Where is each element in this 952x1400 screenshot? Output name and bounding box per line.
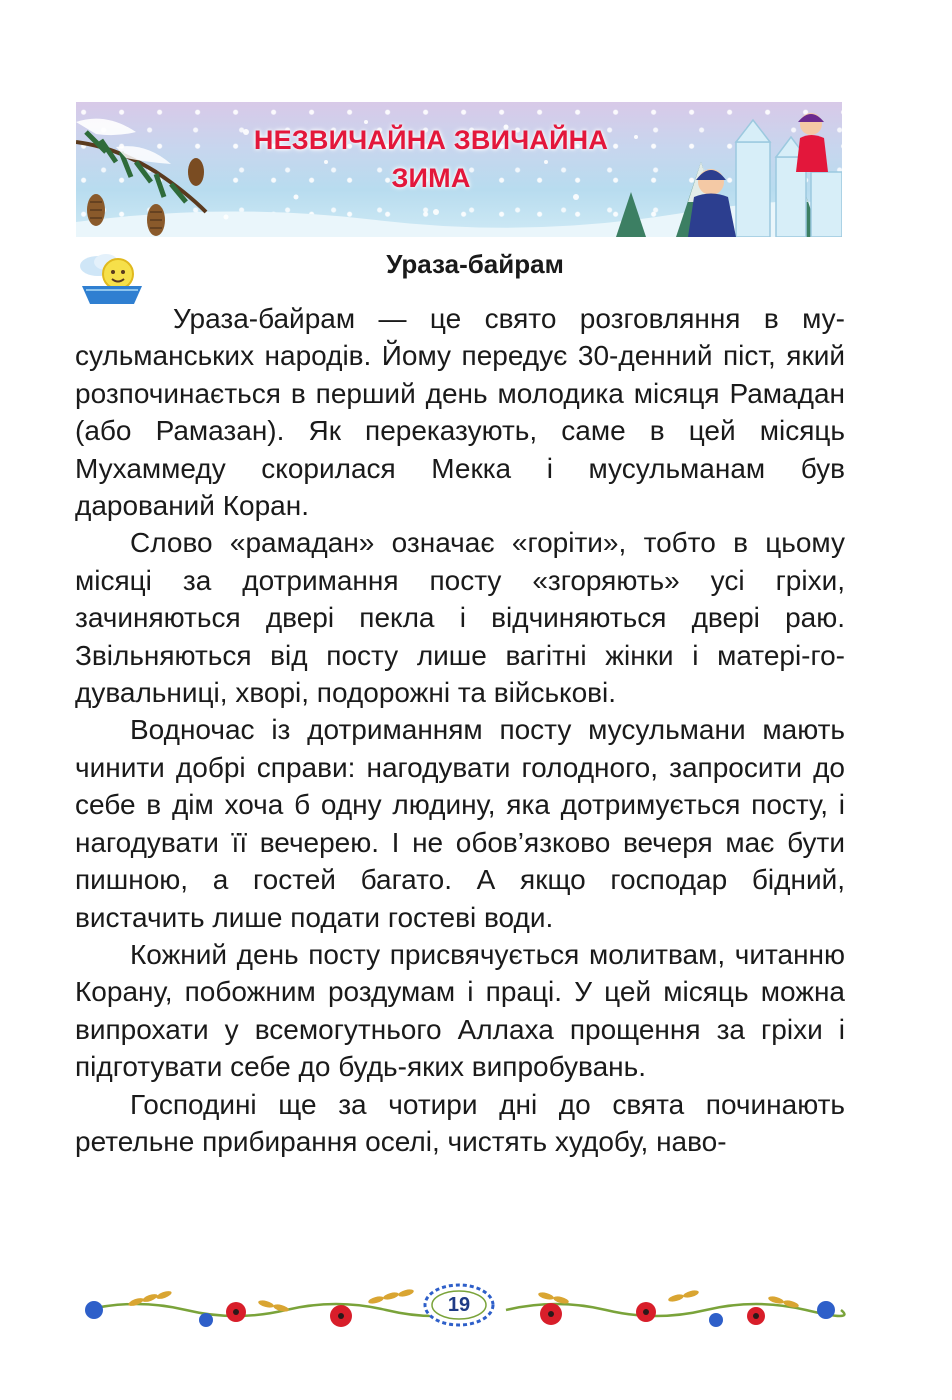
section-title: Ураза-байрам xyxy=(386,249,564,279)
chapter-title-line2: ЗИМА xyxy=(391,163,471,193)
paragraph: Господині ще за чотири дні до свята починають ретельне прибирання оселі, чистять худобу, наво- xyxy=(75,1088,845,1157)
paragraph: Слово «рамадан» означає «горіти», тобто в цьому місяці за дотримання посту «згоряють» усі гріхи, зачиняються двері пекла і відчиняються двері раю. Звільняються від посту лише вагітні жінки і матері-годувальниці, хворі, подорожні та військові. xyxy=(75,527,845,709)
ice-castle-icon xyxy=(736,120,842,237)
chapter-title-line1: НЕЗВИЧАЙНА ЗВИЧАЙНА xyxy=(253,125,609,155)
page-number: 19 xyxy=(447,1294,471,1316)
article-body xyxy=(75,300,845,1160)
smiling-sun-in-boat-icon xyxy=(76,250,148,306)
chapter-title xyxy=(196,121,666,197)
chapter-banner xyxy=(76,102,842,237)
paragraph: Ураза-байрам — це свято розговляння в мусульманських народів. Йому передує 30-денний піст, який розпочинається в перший день молодика місяця Рамадан (або Рамазан). Як переказують, саме в цей місяць Мухаммеду скорилася Мекка і мусульманам був дарований Коран. xyxy=(75,303,845,522)
paragraph: Водночас із дотриманням посту мусульмани мають чинити добрі справи: нагодувати голодного, запросити до себе в дім хоча б одну людину, яка дотримується посту, і нагодувати її вечерею. І не обов’язково вечеря має бути пишною, а гостей багато. А якщо господар бідний, вистачить лише подати гостеві води. xyxy=(75,714,845,933)
paragraph: Кожний день посту присвячується молитвам, читанню Корану, побожним роздумам і праці. У цей місяць можна випрохати у всемогутнього Аллаха прощення за гріхи і підготувати себе до будь-яких випробувань. xyxy=(75,938,845,1083)
